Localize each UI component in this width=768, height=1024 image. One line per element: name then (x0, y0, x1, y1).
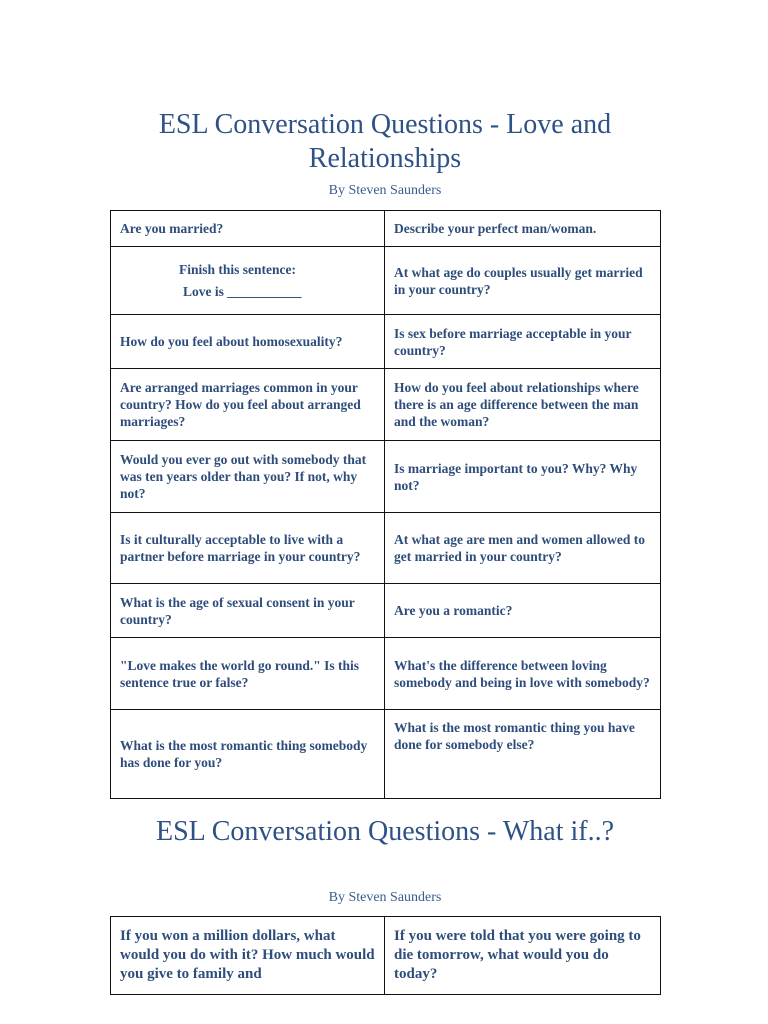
question-cell: What is the most romantic thing somebody has done for you? (111, 710, 385, 799)
table-row (111, 710, 661, 799)
question-cell: Are arranged marriages common in your country? How do you feel about arranged marriages? (111, 369, 385, 441)
finish-sentence-prompt: Finish this sentence: (179, 261, 297, 277)
table-row (111, 369, 661, 441)
finish-sentence-blank: Love is ___________ (183, 283, 302, 299)
section1-byline: By Steven Saunders (328, 183, 442, 198)
question-cell: How do you feel about relationships where there is an age difference between the man and the woman? (385, 369, 661, 441)
question-cell: At what age are men and women allowed to get married in your country? (385, 513, 661, 584)
table-row (111, 638, 661, 710)
question-cell: Would you ever go out with somebody that was ten years older than you? If not, why not? (111, 441, 385, 513)
question-cell: Describe your perfect man/woman. (385, 211, 661, 247)
question-cell: If you were told that you were going to die tomorrow, what would you do today? (385, 917, 661, 995)
section2-title: ESL Conversation Questions - What if..? (155, 816, 615, 847)
question-cell: How do you feel about homosexuality? (111, 315, 385, 369)
question-cell: What's the difference between loving somebody and being in love with somebody? (385, 638, 661, 710)
question-cell: Is it culturally acceptable to live with a partner before marriage in your country? (111, 513, 385, 584)
table-row (111, 211, 661, 247)
question-cell: At what age do couples usually get married in your country? (385, 247, 661, 315)
question-cell: What is the most romantic thing you have done for somebody else? (385, 710, 661, 799)
question-cell: Is sex before marriage acceptable in your country? (385, 315, 661, 369)
finish-sentence-cell (111, 247, 385, 315)
section1-title: ESL Conversation Questions - Love and Relationships (158, 109, 612, 174)
table-row (111, 441, 661, 513)
love-questions-table (110, 210, 661, 799)
question-cell: Are you a romantic? (385, 584, 661, 638)
question-cell: What is the age of sexual consent in your country? (111, 584, 385, 638)
question-cell: Are you married? (111, 211, 385, 247)
table-row (111, 584, 661, 638)
table-row (111, 917, 661, 995)
table-row (111, 513, 661, 584)
question-cell: Is marriage important to you? Why? Why not? (385, 441, 661, 513)
section2-byline: By Steven Saunders (328, 890, 442, 905)
table-row (111, 247, 661, 315)
question-cell: If you won a million dollars, what would you do with it? How much would you give to family and (111, 917, 385, 995)
question-cell: "Love makes the world go round." Is this sentence true or false? (111, 638, 385, 710)
table-row (111, 315, 661, 369)
what-if-questions-table (110, 916, 661, 995)
